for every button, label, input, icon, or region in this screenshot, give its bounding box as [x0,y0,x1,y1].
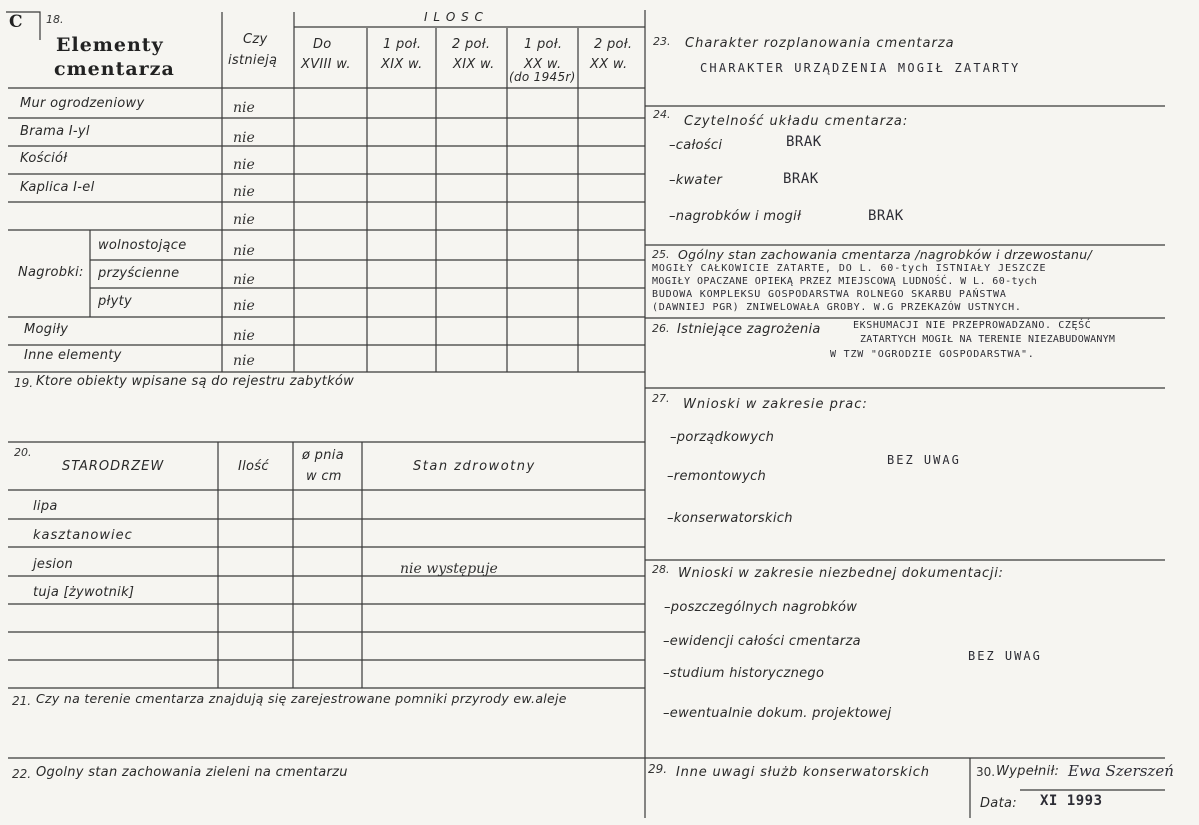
period-3-line2: XIX w. [453,57,495,72]
tree-lipa: lipa [33,499,58,514]
field-27-value: BEZ UWAG [887,453,961,467]
row-label-kosciol: Kościół [20,151,68,166]
nagrobki-label: Nagrobki: [18,265,84,280]
field-27-number: 27. [652,392,670,405]
date-label: Data: [980,796,1017,811]
field-28-row-2: –ewidencji całości cmentarza [663,634,861,649]
row-value-przyscienne: nie [233,272,255,288]
field-30-number: 30. [976,765,996,779]
date-value: XI 1993 [1040,793,1103,809]
field-21-label: Czy na terenie cmentarza znajdują się zarejestrowane pomniki przyrody ew.aleje [36,691,567,706]
col-ilosc-header: I L O S C [424,10,484,24]
row-value-brama: nie [233,130,255,146]
col-ilosc: Ilość [238,459,269,474]
field-28-row-3: –studium historycznego [663,666,825,681]
field-22-number: 22. [12,767,32,781]
period-4-line1: 1 poł. [524,37,563,52]
col-starodrzew: STARODRZEW [62,459,165,474]
field-25-line1: MOGIŁY CAŁKOWICIE ZATARTE, DO L. 60-tych ISTNIAŁY JESZCZE [652,263,1047,274]
row-label-mur: Mur ogrodzeniowy [20,96,145,111]
row-value-inne: nie [233,353,255,369]
field-27-label: Wnioski w zakresie prac: [683,397,868,412]
tree-jesion: jesion [33,557,73,572]
field-24-value-calosci: BRAK [786,134,822,150]
field-27-row-remontowych: –remontowych [667,469,767,484]
signature: Ewa Szerszeń [1068,762,1174,780]
field-30-label: Wypełnił: [996,764,1060,779]
row-value-kaplica: nie [233,184,255,200]
row-value-plyty: nie [233,298,255,314]
row-value-wolnostojace: nie [233,243,255,259]
field-28-number: 28. [652,563,670,576]
period-5-line1: 2 poł. [594,37,633,52]
field-26-number: 26. [652,322,670,335]
row-label-inne: Inne elementy [24,348,122,363]
period-2-line2: XIX w. [381,57,423,72]
field-19-label: Ktore obiekty wpisane są do rejestru zabytków [36,374,355,389]
field-26-line3: W TZW "OGRODZIE GOSPODARSTWA". [830,349,1035,360]
col-stan-zdrowotny: Stan zdrowotny [413,459,536,474]
field-28-label: Wnioski w zakresie niezbednej dokumentacji: [678,566,1004,581]
section-title-line2: cmentarza [54,58,175,80]
field-25-label: Ogólny stan zachowania cmentarza /nagrobków i drzewostanu/ [678,247,1092,262]
field-20-number: 20. [14,446,32,459]
field-25-line4: (DAWNIEJ PGR) ZNIWELOWAŁA GROBY. W.G PRZEKAZÓW USTNYCH. [652,302,1022,313]
field-26-line2: ZATARTYCH MOGIŁ NA TERENIE NIEZABUDOWANYM [860,334,1116,345]
period-3-line1: 2 poł. [452,37,491,52]
section-letter: C [9,12,24,32]
period-1-line2: XVIII w. [301,57,351,72]
row-label-mogily: Mogiły [24,322,69,337]
row-label-brama: Brama I-yl [20,124,90,139]
field-26-line1: EKSHUMACJI NIE PRZEPROWADZANO. CZĘŚĆ [853,320,1092,331]
field-21-number: 21. [12,694,32,708]
field-24-row-calosci: –całości [669,138,723,153]
row-label-przyscienne: przyścienne [98,266,180,281]
section-title-line1: Elementy [56,34,164,56]
col-czy-line2: istnieją [228,53,278,68]
field-19-number: 19. [14,376,34,390]
field-24-row-nagrobkow: –nagrobków i mogił [669,209,802,224]
period-4-line2: XX w. [524,57,562,72]
row-value-kosciol: nie [233,157,255,173]
field-29-label: Inne uwagi służb konserwatorskich [676,765,930,780]
field-24-row-kwater: –kwater [669,173,723,188]
field-28-row-4: –ewentualnie dokum. projektowej [663,706,892,721]
row-value-mur: nie [233,100,255,116]
field-29-number: 29. [648,762,668,776]
row-value-blank: nie [233,212,255,228]
field-22-label: Ogolny stan zachowania zieleni na cmentarzu [36,765,348,780]
field-27-row-konserwatorskich: –konserwatorskich [667,511,793,526]
field-24-number: 24. [653,108,671,121]
field-26-label: Istniejące zagrożenia [677,322,821,337]
row-label-plyty: płyty [98,294,132,309]
field-27-row-porzadkowych: –porządkowych [670,430,775,445]
field-25-line2: MOGIŁY OPACZANE OPIEKĄ PRZEZ MIEJSCOWĄ LUDNOŚĆ. W L. 60-tych [652,276,1038,287]
col-pnia-line1: ø pnia [302,448,344,463]
row-label-kaplica: Kaplica I-el [20,180,95,195]
col-pnia-line2: w cm [306,469,342,484]
field-23-value: CHARAKTER URZĄDZENIA MOGIŁ ZATARTY [700,61,1021,75]
stan-value: nie występuje [400,561,498,577]
tree-kasztanowiec: kasztanowiec [33,528,133,543]
row-label-wolnostojace: wolnostojące [98,238,187,253]
field-23-number: 23. [653,35,671,48]
tree-tuja: tuja [żywotnik] [33,585,135,600]
field-28-row-1: –poszczególnych nagrobków [664,600,858,615]
field-24-value-kwater: BRAK [783,171,819,187]
field-28-value: BEZ UWAG [968,649,1042,663]
field-23-label: Charakter rozplanowania cmentarza [685,36,955,51]
field-24-value-nagrobkow: BRAK [868,208,904,224]
row-value-mogily: nie [233,328,255,344]
field-24-label: Czytelność układu cmentarza: [684,114,909,129]
period-2-line1: 1 poł. [383,37,422,52]
field-number-18: 18. [46,13,64,26]
col-czy-line1: Czy [243,32,268,47]
period-4-line3: (do 1945r) [509,70,576,84]
field-25-number: 25. [652,248,670,261]
period-1-line1: Do [313,37,332,52]
period-5-line2: XX w. [590,57,628,72]
field-25-line3: BUDOWA KOMPLEKSU GOSPODARSTWA ROLNEGO SKARBU PAŃSTWA [652,289,1007,300]
